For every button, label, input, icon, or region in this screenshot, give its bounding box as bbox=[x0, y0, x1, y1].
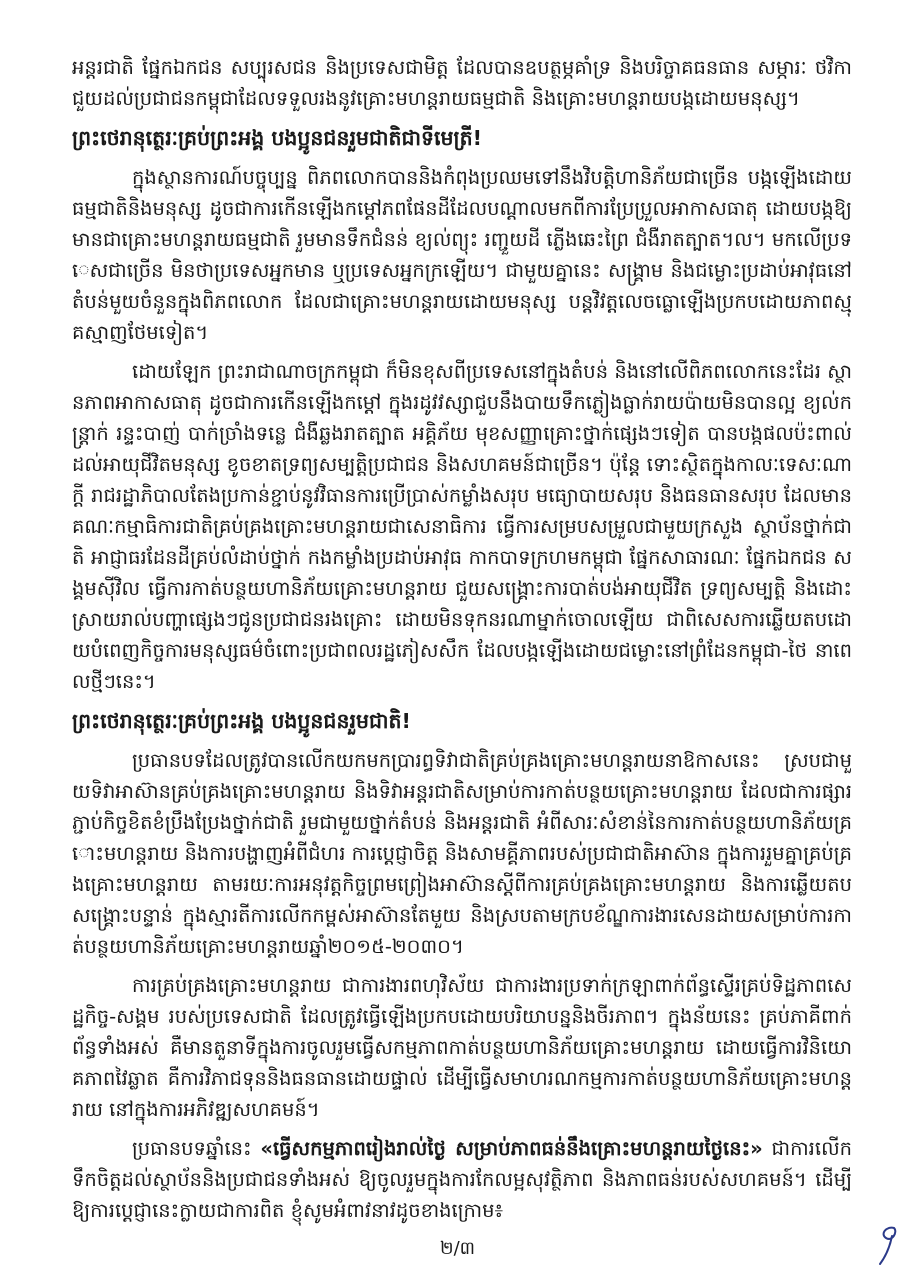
document-page bbox=[72, 52, 852, 1234]
page-number: ២/៣ bbox=[439, 1238, 476, 1259]
salutation-compatriots: ព្រះថេរានុត្ថេរៈគ្រប់ព្រះអង្គ បងប្អូនជនរួមជាតិ! bbox=[72, 709, 411, 733]
paragraph-global-situation: ក្នុងស្ថានការណ៍បច្ចុប្បន្ន ពិភពលោកបាននិងកំពុងប្រឈមទៅនឹងវិបត្តិហានិភ័យជាច្រើន បង្កឡើងដោយធម្មជាតិនិងមនុស្ស ដូចជាការកើនឡើងកម្តៅភពផែនដីដែលបណ្តាលមកពីការប្រែប្រួលអាកាសធាតុ ដោយបង្កឱ្យមានជាគ្រោះមហន្តរាយធម្មជាតិ រួមមានទឹកជំនន់ ខ្យល់ព្យុះ រញ្ជួយដី ភ្លើងឆេះព្រៃ ជំងឺរាតត្បាត។ល។ មកលើប្រទេសជាច្រើន មិនថាប្រទេសអ្នកមាន ឬប្រទេសអ្នកក្រឡើយ។ ជាមួយគ្នានេះ សង្គ្រាម និងជម្លោះប្រដាប់អាវុធនៅតំបន់មួយចំនួនក្នុងពិភពលោក ដែលជាគ្រោះមហន្តរាយដោយមនុស្ស បន្តវិវត្តលេចធ្លោឡើងប្រកបដោយភាពស្មុគស្មាញថែមទៀត។ bbox=[72, 166, 852, 344]
paragraph-national-day-theme: ប្រធានបទដែលត្រូវបានលើកយកមកប្រារព្ធទិវាជាតិគ្រប់គ្រងគ្រោះមហន្តរាយនាឱកាសនេះ ស្របជាមួយទិវាអាស៊ានគ្រប់គ្រងគ្រោះមហន្តរាយ និងទិវាអន្តរជាតិសម្រាប់ការកាត់បន្ថយគ្រោះមហន្តរាយ ដែលជាការផ្សារភ្ជាប់កិច្ចខិតខំប្រឹងប្រែងថ្នាក់ជាតិ រួមជាមួយថ្នាក់តំបន់ និងអន្តរជាតិ អំពីសារៈសំខាន់នៃការកាត់បន្ថយហានិភ័យគ្រោះមហន្តរាយ និងការបង្ហាញអំពីជំហរ ការប្តេជ្ញាចិត្ត និងសាមគ្គីភាពរបស់ប្រជាជាតិអាស៊ាន ក្នុងការរួមគ្នាគ្រប់គ្រងគ្រោះមហន្តរាយ តាមរយៈការអនុវត្តកិច្ចព្រមព្រៀងអាស៊ានស្តីពីការគ្រប់គ្រងគ្រោះមហន្តរាយ និងការឆ្លើយតបសង្គ្រោះបន្ទាន់ ក្នុងស្មារតីការលើកកម្ពស់អាស៊ានតែមួយ និងស្របតាមក្របខ័ណ្ឌការងារសេនដាយសម្រាប់ការកាត់បន្ថយហានិភ័យគ្រោះមហន្តរាយឆ្នាំ២០១៥-២០៣០។ bbox=[72, 749, 852, 958]
theme-rest-text: ជាការលើកទឹកចិត្តដល់ស្ថាប័ននិងប្រជាជនទាំងអស់ ឱ្យចូលរួមក្នុងការកែលម្អសុវត្ថិភាព និងភាពធន់របស់សហគមន៍។ ដើម្បីឱ្យការប្តេជ្ញានេះក្លាយជាការពិត ខ្ញុំសូមអំពាវនាវដូចខាងក្រោម៖ bbox=[72, 1137, 853, 1222]
paragraph-this-year-theme bbox=[72, 1133, 852, 1226]
theme-lead-text: ប្រធានបទឆ្នាំនេះ bbox=[132, 1137, 261, 1160]
paragraph-cambodia-situation: ដោយឡែក ព្រះរាជាណាចក្រកម្ពុជា ក៏មិនខុសពីប្រទេសនៅក្នុងតំបន់ និងនៅលើពិភពលោកនេះដែរ ស្ថានភាពអាកាសធាតុ ដូចជាការកើនឡើងកម្តៅ ក្នុងរដូវវស្សាជួបនឹងបាយទឹកភ្លៀងធ្លាក់រាយប៉ាយមិនបានល្អ ខ្យល់កន្ត្រាក់ រន្ទះបាញ់ បាក់ច្រាំងទន្លេ ជំងឺឆ្លងរាតត្បាត អគ្គិភ័យ មុខសញ្ញាគ្រោះថ្នាក់ផ្សេងៗទៀត បានបង្កផលប៉ះពាល់ដល់អាយុជីវិតមនុស្ស ខូចខាតទ្រព្យសម្បត្តិប្រជាជន និងសហគមន៍ជាច្រើន។ ប៉ុន្តែ ទោះស្ថិតក្នុងកាលៈទេសៈណាក្តី រាជរដ្ឋាភិបាលតែងប្រកាន់ខ្ជាប់នូវវិធានការប្រើប្រាស់កម្លាំងសរុប មធ្យោបាយសរុប និងធនធានសរុប ដែលមានគណៈកម្មាធិការជាតិគ្រប់គ្រងគ្រោះមហន្តរាយជាសេនាធិការ ធ្វើការសម្របសម្រួលជាមួយក្រសួង ស្ថាប័នថ្នាក់ជាតិ អាជ្ញាធរដែនដីគ្រប់លំដាប់ថ្នាក់ កងកម្លាំងប្រដាប់អាវុធ កាកបាទក្រហមកម្ពុជា ផ្នែកសាធារណៈ ផ្នែកឯកជន សង្គមស៊ីវិល ធ្វើការកាត់បន្ថយហានិភ័យគ្រោះមហន្តរាយ ជួយសង្គ្រោះការបាត់បង់អាយុជីវិត ទ្រព្យសម្បត្តិ និងដោះស្រាយរាល់បញ្ហាផ្សេងៗជូនប្រជាជនរងគ្រោះ ដោយមិនទុកនរណាម្នាក់ចោលឡើយ ជាពិសេសការឆ្លើយតបដោយបំពេញកិច្ចការមនុស្សធម៌ចំពោះប្រជាពលរដ្ឋភៀសសឹក ដែលបង្កឡើងដោយជម្លោះនៅព្រំដែនកម្ពុជា-ថៃ នាពេលថ្មីៗនេះ។ bbox=[72, 360, 852, 693]
theme-title: «ធ្វើសកម្មភាពរៀងរាល់ថ្ងៃ សម្រាប់ភាពធន់នឹងគ្រោះមហន្តរាយថ្ងៃនេះ» bbox=[260, 1137, 763, 1160]
handwritten-initial-signature bbox=[874, 1222, 904, 1266]
paragraph-disaster-management: ការគ្រប់គ្រងគ្រោះមហន្តរាយ ជាការងារពហុវិស័យ ជាការងារប្រទាក់ក្រឡាពាក់ព័ន្ធស្ទើរគ្រប់ទិដ្ឋភាពសេដ្ឋកិច្ច-សង្គម របស់ប្រទេសជាតិ ដែលត្រូវធ្វើឡើងប្រកបដោយបរិយាបន្ននិងចីរភាព។ ក្នុងន័យនេះ គ្រប់ភាគីពាក់ព័ន្ធទាំងអស់ គឺមានតួនាទីក្នុងការចូលរួមធ្វើសកម្មភាពកាត់បន្ថយហានិភ័យគ្រោះមហន្តរាយ ដោយធ្វើការវិនិយោគភាពវៃឆ្លាត គឺការវិភាជទុននិងធនធានដោយផ្ទាល់ ដើម្បីធ្វើសមាហរណកម្មការកាត់បន្ថយហានិភ័យគ្រោះមហន្តរាយ នៅក្នុងការអភិវឌ្ឍសហគមន៍។ bbox=[72, 974, 852, 1121]
paragraph-acknowledgement: អន្តរជាតិ ផ្នែកឯកជន សប្បុរសជន និងប្រទេសជាមិត្ត ដែលបានឧបត្ថម្ភគាំទ្រ និងបរិច្ចាគធនធាន សម្ភារៈ ថវិកា ជួយដល់ប្រជាជនកម្ពុជាដែលទទួលរងនូវគ្រោះមហន្តរាយធម្មជាតិ និងគ្រោះមហន្តរាយបង្កដោយមនុស្ស។ bbox=[72, 56, 852, 110]
salutation-greeting: ព្រះថេរានុត្ថេរៈគ្រប់ព្រះអង្គ បងប្អូនជនរួមជាតិជាទីមេត្រី! bbox=[72, 126, 483, 150]
